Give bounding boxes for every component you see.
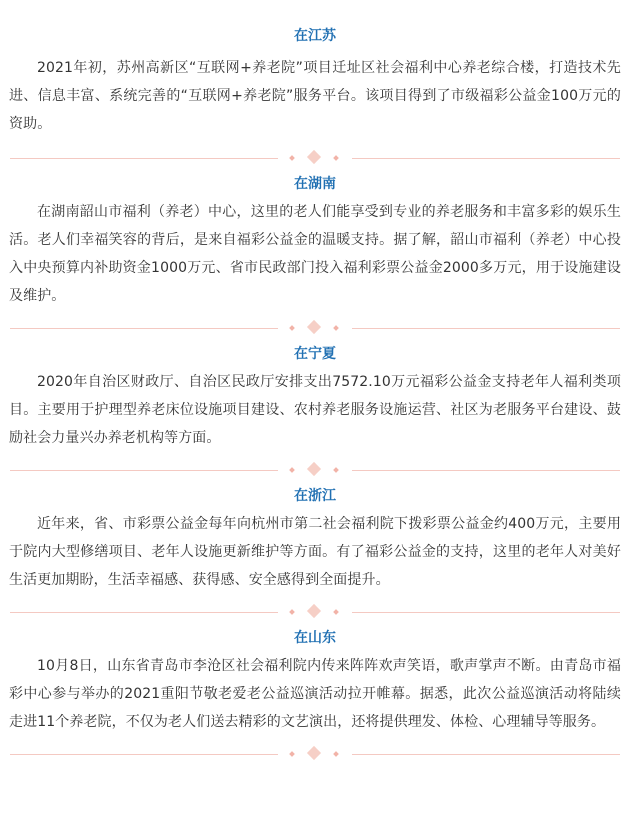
- divider-dot-icon: [333, 325, 339, 331]
- section-paragraph: 2020年自治区财政厅、自治区民政厅安排支出7572.10万元福彩公益金支持老年人福利类项目。主要用于护理型养老床位设施项目建设、农村养老服务设施运营、社区为老服务平台建设、鼓励社会力量兴办养老机构等方面。: [9, 374, 621, 446]
- divider-line: [352, 158, 620, 159]
- divider-dot-icon: [289, 325, 295, 331]
- section-ningxia: [0, 344, 630, 452]
- section-paragraph: 2021年初，苏州高新区“互联网+养老院”项目迁址区社会福利中心养老综合楼，打造技术先进、信息丰富、系统完善的“互联网+养老院”服务平台。该项目得到了市级福彩公益金100万元的资助。: [9, 60, 621, 132]
- divider-line: [10, 328, 278, 329]
- section-heading: 在湖南: [294, 176, 336, 192]
- divider-line: [10, 612, 278, 613]
- section-paragraph: 10月8日，山东省青岛市李沧区社会福利院内传来阵阵欢声笑语，歌声掌声不断。由青岛市福彩中心参与举办的2021重阳节敬老爱老公益巡演活动拉开帷幕。据悉，此次公益巡演活动将陆续走进11个养老院，不仅为老人们送去精彩的文艺演出，还将提供理发、体检、心理辅导等服务。: [9, 658, 621, 730]
- section-shandong: [0, 628, 630, 736]
- divider-dot-icon: [333, 609, 339, 615]
- section-heading: 在江苏: [294, 28, 336, 44]
- section-paragraph: 近年来，省、市彩票公益金每年向杭州市第二社会福利院下拨彩票公益金约400万元，主要用于院内大型修缮项目、老年人设施更新维护等方面。有了福彩公益金的支持，这里的老年人对美好生活更加期盼，生活幸福感、获得感、安全感得到全面提升。: [9, 516, 621, 588]
- divider-dot-icon: [333, 155, 339, 161]
- divider-line: [352, 754, 620, 755]
- section-heading: 在浙江: [294, 488, 336, 504]
- divider-line: [352, 328, 620, 329]
- diamond-icon: [307, 746, 321, 760]
- diamond-icon: [307, 320, 321, 334]
- section-hunan: [0, 174, 630, 310]
- divider-dot-icon: [289, 467, 295, 473]
- divider-ornament: [0, 605, 630, 619]
- divider-dot-icon: [289, 155, 295, 161]
- divider-ornament: [0, 463, 630, 477]
- divider-ornament: [0, 321, 630, 335]
- diamond-icon: [307, 462, 321, 476]
- divider-ornament: [0, 0, 630, 10]
- divider-ornament: [0, 747, 630, 761]
- section-jiangsu: [0, 26, 630, 138]
- diamond-icon: [307, 604, 321, 618]
- section-zhejiang: [0, 486, 630, 594]
- divider-dot-icon: [333, 467, 339, 473]
- divider-line: [352, 612, 620, 613]
- section-heading: 在山东: [294, 630, 336, 646]
- divider-line: [10, 754, 278, 755]
- divider-dot-icon: [289, 609, 295, 615]
- diamond-icon: [307, 150, 321, 164]
- divider-line: [352, 470, 620, 471]
- divider-ornament: [0, 151, 630, 165]
- divider-line: [10, 470, 278, 471]
- section-paragraph: 在湖南韶山市福利（养老）中心，这里的老人们能享受到专业的养老服务和丰富多彩的娱乐生活。老人们幸福笑容的背后，是来自福彩公益金的温暖支持。据了解，韶山市福利（养老）中心投入中央预算内补助资金1000万元、省市民政部门投入福利彩票公益金2000多万元，用于设施建设及维护。: [9, 204, 621, 304]
- divider-dot-icon: [289, 751, 295, 757]
- divider-line: [10, 158, 278, 159]
- divider-dot-icon: [333, 751, 339, 757]
- section-heading: 在宁夏: [294, 346, 336, 362]
